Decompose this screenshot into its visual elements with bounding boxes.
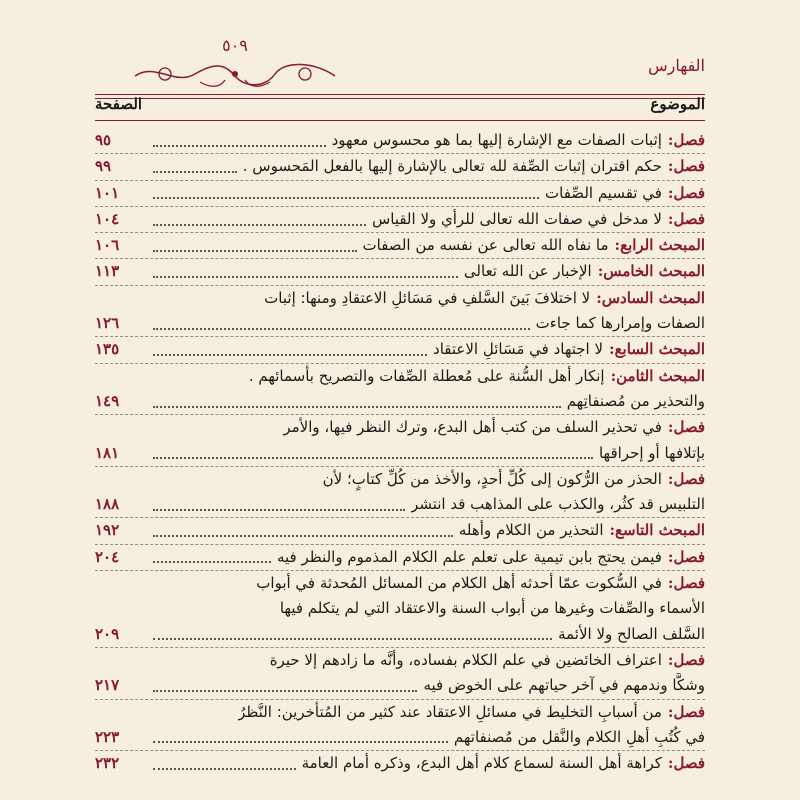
dot-leader [153, 731, 448, 743]
entry-text: في تحذير السلف من كتب أهل البدع، وترك النظر فيها، والأمر [283, 418, 662, 437]
entry-text: لا اجتهاد في مَسَائلِ الاعتقاد [433, 340, 604, 359]
entry-text: كراهة أهل السنة لسماع كلام أهل البدع، وذكره أمام العامة [301, 754, 662, 773]
entry-text: الصفات وإمرارها كما جاءت [535, 314, 705, 333]
toc-entry [95, 286, 705, 337]
dot-leader [153, 525, 453, 537]
entry-text: لا اختلافَ بَينَ السَّلفِ في مَسَائلِ الاعتقادِ ومنها: إثبات [264, 288, 591, 307]
entry-text: الأسماء والصِّفات وغيرها من أبواب السنة والاعتقاد التي لم يتكلم فيها [279, 599, 705, 618]
toc-entry [95, 700, 705, 751]
toc-line [95, 128, 705, 153]
entry-text: وشكًّا وندمهم في آخر حياتهم على الخوض فيه [423, 676, 705, 695]
entry-label: فصل: [667, 702, 705, 721]
entry-text: التلبيس قد كثُر، والكذب على المذاهب قد انتشر [411, 495, 705, 514]
toc-line [95, 492, 705, 517]
toc-line [95, 648, 705, 673]
dot-leader [153, 187, 539, 199]
toc-line [95, 700, 705, 725]
toc-entry [95, 181, 705, 206]
entry-page-number: ٢٣٢ [95, 754, 120, 773]
toc-line [95, 596, 705, 621]
dot-leader [153, 214, 366, 226]
toc-line [95, 181, 705, 206]
toc-line [95, 467, 705, 492]
toc-line [95, 389, 705, 414]
dot-leader [153, 266, 458, 278]
toc-line [95, 259, 705, 284]
entry-label: فصل: [667, 418, 705, 437]
dot-leader [153, 240, 357, 252]
entry-page-number: ١٣٥ [95, 340, 120, 359]
column-headers [95, 95, 705, 119]
toc-entry [95, 233, 705, 258]
running-title: الفهارس [648, 56, 705, 75]
entry-page-number: ٩٥ [95, 131, 112, 149]
toc-entry [95, 207, 705, 232]
entry-page-number: ١٢٦ [95, 314, 120, 333]
entry-label: فصل: [667, 183, 705, 202]
toc-line [95, 622, 705, 647]
entry-label: فصل: [667, 547, 705, 566]
entry-page-number: ١١٣ [95, 262, 120, 281]
toc-line [95, 337, 705, 362]
toc-line [95, 441, 705, 466]
toc-list [95, 128, 705, 776]
entry-label: فصل: [667, 469, 705, 488]
toc-line [95, 571, 705, 596]
entry-page-number: ١٤٩ [95, 391, 120, 410]
dot-leader [153, 318, 530, 330]
toc-line [95, 545, 705, 570]
entry-label: فصل: [667, 131, 705, 149]
dot-leader [153, 628, 552, 640]
toc-line [95, 207, 705, 232]
toc-entry [95, 337, 705, 362]
entry-text: الحذر من الرُّكون إلى كُلِّ أحدٍ، والأخذ من كُلِّ كتابٍ؛ لأن [322, 469, 662, 488]
entry-label: المبحث الخامس: [597, 262, 705, 281]
entry-label: المبحث الثامن: [610, 366, 705, 385]
dot-leader [153, 551, 271, 563]
entry-text: الإخبار عن الله تعالى [463, 262, 592, 281]
toc-entry [95, 259, 705, 284]
entry-text: السَّلف الصالح ولا الأئمة [558, 624, 705, 643]
dot-leader [153, 161, 237, 173]
toc-entry [95, 751, 705, 776]
entry-text: بإتلافها أو إحراقها [598, 443, 705, 462]
entry-page-number: ١٩٢ [95, 521, 120, 540]
entry-page-number: ١٠٤ [95, 209, 120, 228]
toc-line [95, 286, 705, 311]
column-rule [95, 120, 705, 121]
toc-line [95, 415, 705, 440]
entry-text: التحذير من الكلام وأهله [458, 521, 604, 540]
toc-entry [95, 648, 705, 699]
toc-entry [95, 154, 705, 179]
entry-text: من أسبابِ التخليط في مسائلِ الاعتقاد عند كثير من المُتأخرين: النَّظرُ [238, 702, 662, 721]
entry-label: فصل: [667, 209, 705, 228]
toc-line [95, 725, 705, 750]
entry-text: إثبات الصفات مع الإشارة إليها بما هو محسوس معهود [331, 131, 662, 149]
entry-label: المبحث التاسع: [609, 521, 705, 540]
entry-label: فصل: [667, 650, 705, 669]
toc-entry [95, 467, 705, 518]
entry-text: والتحذير من مُصنفاتِهم [566, 391, 705, 410]
entry-page-number: ١٨٨ [95, 495, 120, 514]
entry-page-number: ٢٢٣ [95, 727, 120, 746]
toc-line [95, 364, 705, 389]
entry-label: فصل: [667, 754, 705, 773]
entry-page-number: ١٨١ [95, 443, 120, 462]
dot-leader [153, 499, 405, 511]
dot-leader [153, 135, 326, 147]
entry-page-number: ٢٠٤ [95, 547, 120, 566]
entry-page-number: ٢١٧ [95, 676, 120, 695]
entry-page-number: ٩٩ [95, 157, 112, 176]
toc-line [95, 518, 705, 543]
toc-entry [95, 545, 705, 570]
entry-text: فيمن يحتج بابن تيمية على تعلم علم الكلام المذموم والنظر فيه [276, 547, 662, 566]
entry-text: في كُتُبِ أهلِ الكلام والنَّقل من مُصنفاتهم [453, 727, 705, 746]
dot-leader [153, 447, 593, 459]
page-header [95, 34, 705, 90]
toc-line [95, 751, 705, 776]
entry-page-number: ١٠٦ [95, 236, 120, 255]
entry-label: المبحث السادس: [596, 288, 705, 307]
dot-leader [153, 396, 561, 408]
entry-label: فصل: [667, 574, 705, 593]
entry-text: لا مدخل في صفات الله تعالى للرأي ولا القياس [371, 209, 662, 228]
entry-text: في تقسيم الصِّفات [545, 183, 662, 202]
entry-text: حكم اقتران إثبات الصِّفة لله تعالى بالإشارة إليها بالفعل المَحسوس . [242, 157, 662, 176]
entry-text: اعتراف الخائضين في علم الكلام بفساده، وأنَّه ما زادهم إلا حيرة [269, 650, 662, 669]
entry-page-number: ٢٠٩ [95, 624, 120, 643]
toc-line [95, 154, 705, 179]
entry-label: المبحث الرابع: [614, 236, 705, 255]
toc-line [95, 673, 705, 698]
dot-leader [153, 680, 417, 692]
entry-page-number: ١٠١ [95, 183, 120, 202]
toc-entry [95, 518, 705, 543]
dot-leader [153, 344, 427, 356]
column-page: الصفحة [95, 95, 143, 113]
entry-text: إنكار أهل السُّنة على مُعطلة الصِّفات والتصريح بأسمائهم . [248, 366, 605, 385]
entry-text: في السُّكوت عمّا أحدثه أهل الكلام من المسائل المُحدثة في أبواب [256, 574, 662, 593]
toc-entry [95, 128, 705, 153]
column-topic: الموضوع [650, 95, 705, 113]
page-number: ٥٠٩ [222, 36, 248, 55]
toc-line [95, 311, 705, 336]
toc-entry [95, 415, 705, 466]
entry-text: ما نفاه الله تعالى عن نفسه من الصفات [362, 236, 609, 255]
toc-line [95, 233, 705, 258]
toc-entry [95, 571, 705, 647]
ornament-flourish-icon [125, 52, 345, 92]
dot-leader [153, 758, 296, 770]
toc-entry [95, 364, 705, 415]
entry-label: المبحث السابع: [609, 340, 705, 359]
entry-label: فصل: [667, 157, 705, 176]
